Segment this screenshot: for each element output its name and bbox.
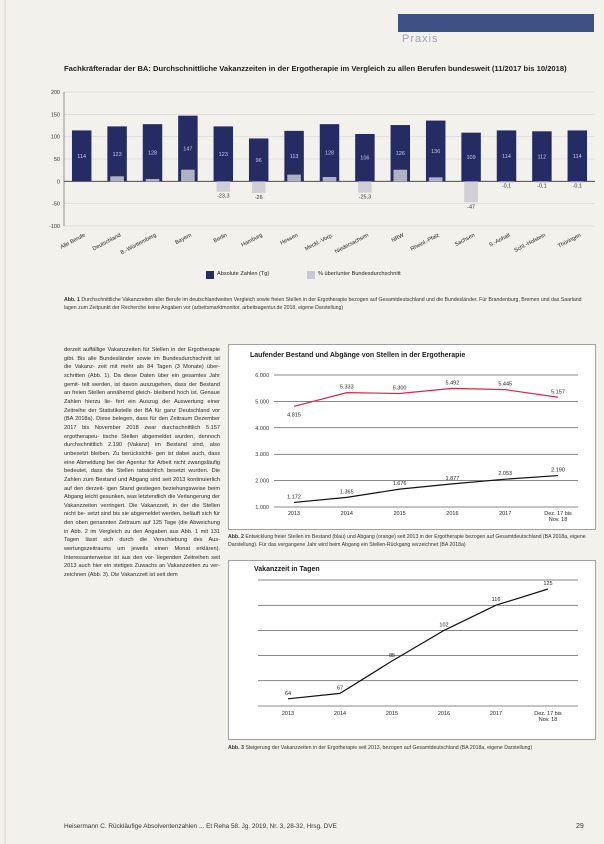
bar-value-label: 128 <box>147 150 158 157</box>
data-label: 116 <box>491 597 501 604</box>
data-label: 5.157 <box>551 389 565 396</box>
data-label: 4.815 <box>287 412 301 419</box>
data-label: 64 <box>284 690 292 697</box>
article-body-text: derzeit auffällige Vakanzzeiten für Stellen in der Ergotherapie gibt. Bis alle Bundesländer sowie im Bundesdurchschnitt ist die Vakanz- zeit mit mehr als 84 Tagen (3 Monate) über- schritten (Abb. 1). Da diese Daten über ein gesamtes Jahr gemit- telt werden, ist davon auszugehen, dass der Bestand an freien Stellen annähernd gleich- bleibend hoch ist. Genaue Zahlen hierzu lie- fert ein Auszug der Auswertung einer Zeitreihe der Statistikstelle der BA für ganz Deutschland vor (BA 2018a). Diese belegen, dass für den Zeitraum Dezember 2017 bis November 2018 zwar durchschnittlich 5.157 ergotherapeu- tische Stellen abgemeldet wurden, dennoch durchschnittlich 2.190 (Vakanz) im Bestand sind, also unbesetzt bleiben. Zu berücksichti- gen ist dabei auch, dass eine Abmeldung bei der Agentur für Arbeit nicht zwangsläufig bedeutet, dass die Stellen tatsächlich besetzt wurden. Die Zahlen zum Bestand und Abgang sind seit 2013 kontinuierlich auf den derzeit- igen Stand gestiegen beziehungsweise beim Abgang leicht gesunken, was letztendlich die Verlangerung der Vakanzzeiten verringert. Die Vakanzzeit, in der die Stellen nicht be- setzt sind bis sie abgemeldet werden, beläuft sich für den oben genannten Zeitraum auf 125 Tage (die Abweichung in Abb. 2 im Vergleich zu den Angaben aus Abb. 1 mit 131 Tagen lässt sich durch die Verschiebung des Aus- wertungszeitraums um jeweils einen Monat erklären). Interessanterweise ist aus den vor- liegenden Zeitreihen seit 2013 auch hier ein stetiges Zuwachs an Vakanzzeiten zu ver- zeichnen (Abb. 3). Die Vakanzzeit ist seit dem <box>64 347 220 579</box>
figure2-line-chart <box>228 344 596 530</box>
bar-value-label: 136 <box>431 148 441 155</box>
x-category-label: 2017 <box>499 511 512 517</box>
bar-value-label: 113 <box>289 154 299 161</box>
x-category-label: B.-Württemberg <box>119 232 158 257</box>
x-category-label: 2014 <box>340 511 353 517</box>
bar-value-label: 114 <box>77 153 87 160</box>
figure1-x-labels <box>60 232 583 256</box>
figure1-y-ticks <box>49 90 60 230</box>
data-label: 5.492 <box>445 380 460 387</box>
y-tick-label: -50 <box>52 201 60 208</box>
y-tick-label: 200 <box>50 90 60 96</box>
figure1-caption-text: Durchschnittliche Vakanzzeiten aller Berufe im deutschlandweiten Vergleich sowie freien Stellen in der Ergotherapie bezogen auf Gesamtdeutschland und die Bundesländer. Für Brandenburg, Bremen und das Saarland lagen zum Zeitpunkt der Recherche keine Angaben vor (arbeitsmarktmonitor. arbeitsagentur.de 2018, eigene Darstellung) <box>64 297 582 311</box>
data-label: 1.365 <box>339 489 354 496</box>
data-label: 1.172 <box>287 494 301 501</box>
bar-percent <box>358 181 372 192</box>
legend-swatch-absolute <box>206 271 214 279</box>
figure2-title: Laufender Bestand und Abgänge von Stellen in der Ergotherapie <box>250 352 466 359</box>
bar-percent-label: -0,1 <box>537 183 547 190</box>
page-footer-citation: Heisermann C. Rückläufige Absolventenzahlen ... Et Reha 58. Jg. 2019, Nr. 3, 28-32, Hrsg. DVE <box>64 823 337 830</box>
x-category-label: 2015 <box>393 511 406 517</box>
legend-label-absolute: Absolute Zahlen (Tg) <box>217 271 270 277</box>
data-label: 5.300 <box>392 385 407 392</box>
x-category-label: Hessen <box>279 232 300 247</box>
bar-percent-label: -47 <box>467 204 476 211</box>
bar-percent <box>393 170 407 182</box>
bar-value-label: 114 <box>572 153 582 160</box>
y-tick-label: 1.000 <box>255 505 269 511</box>
x-category-label: Nov. 18 <box>538 717 558 723</box>
x-category-label: Niedersachsen <box>334 232 370 256</box>
y-tick-label: 3.000 <box>255 452 269 459</box>
bar-percent-label: -26 <box>254 194 263 201</box>
figure3-caption <box>228 744 596 752</box>
bar-percent <box>287 175 301 182</box>
bar-value-label: 128 <box>324 150 335 157</box>
x-category-label: Meckl.-Vorp. <box>304 232 335 253</box>
data-label: 85 <box>388 653 396 659</box>
bar-percent-label: 26 <box>397 163 404 170</box>
y-tick-label: 0 <box>56 179 60 186</box>
bar-percent-label: -25,3 <box>358 194 372 201</box>
y-tick-label: 100 <box>50 134 60 141</box>
bar-percent-label: 26,1 <box>182 163 194 170</box>
bar-percent <box>464 181 478 202</box>
figure3-caption-text: Steigerung der Vakanzzeiten in der Ergotherapie seit 2013, bezogen auf Gesamtdeutschland (BA 2018a, eigene Darstellung) <box>245 745 533 751</box>
y-tick-label: 2.000 <box>255 478 269 485</box>
bar-percent <box>181 170 195 182</box>
legend-label-percent: % über/unter Bundesdurchschnitt <box>318 271 401 277</box>
bar-value-label: 112 <box>537 154 547 161</box>
x-category-label: Thüringen <box>557 232 583 250</box>
bar-percent-label: 5,3 <box>148 172 157 179</box>
x-category-label: Dez. 17 bis <box>534 711 562 717</box>
x-category-label: 2013 <box>281 711 295 717</box>
bar-value-label: 106 <box>360 155 370 162</box>
bar-percent-label: 9 <box>434 171 438 178</box>
y-tick-label: 6.000 <box>255 373 269 379</box>
x-category-label: 2016 <box>437 711 451 717</box>
x-category-label: Berlin <box>212 232 229 245</box>
x-category-label: Dez. 17 bis <box>544 511 572 517</box>
figure1-title: Fachkräfteradar der BA: Durchschnittliche Vakanzzeiten in der Ergotherapie im Vergleich zu allen Berufen bundesweit (11/2017 bis 10/2018) <box>64 64 567 73</box>
page-number: 29 <box>576 823 584 830</box>
y-tick-label: 4.000 <box>255 425 269 432</box>
data-label: 67 <box>336 685 344 692</box>
bar-percent <box>216 181 230 191</box>
figure1-caption <box>64 296 594 312</box>
y-tick-label: -100 <box>48 224 60 230</box>
figure1-caption-label: Abb. 1 <box>64 297 80 303</box>
section-label: Praxis <box>402 33 439 45</box>
figure2-caption-label: Abb. 2 <box>228 534 244 540</box>
figure3-title: Vakanzzeit in Tagen <box>254 566 320 573</box>
figure3-caption-label: Abb. 3 <box>228 745 244 751</box>
bar-percent <box>323 177 337 181</box>
x-category-label: Alle Berufe <box>59 232 87 251</box>
section-tab <box>398 14 594 32</box>
x-category-label: Deutschland <box>91 232 123 253</box>
y-tick-label: 50 <box>53 157 60 163</box>
data-label: 102 <box>439 622 449 629</box>
x-category-label: NRW <box>390 232 406 244</box>
data-label: 5.333 <box>339 384 354 391</box>
bar-percent <box>110 176 124 181</box>
x-category-label: Schl.-Holstein <box>513 232 547 254</box>
data-label: 2.053 <box>498 471 513 478</box>
bar-percent-label: 15 <box>291 168 298 175</box>
x-category-label: 2016 <box>446 511 459 517</box>
data-label: 125 <box>543 581 553 587</box>
bar-value-label: 109 <box>466 154 476 161</box>
x-category-label: Rheinl.-Pfalz <box>409 232 441 253</box>
bar-value-label: 126 <box>395 151 405 158</box>
x-category-label: Hamburg <box>240 232 264 249</box>
figure2-caption-text: Entwicklung freier Stellen im Bestand (blau) und Abgang (orange) seit 2013 in der Ergotherapie bezogen auf Gesamtdeutschland (BA 2018a, eigene Darstellung). Für das vergangene Jahr wird beim Abgang ein Stellen-Rückgang verzeichnet (BA 2018a) <box>228 534 586 548</box>
bar-percent-label: 11,3 <box>111 170 123 177</box>
x-category-label: 2017 <box>489 711 503 717</box>
bar-value-label: 123 <box>218 151 228 158</box>
bar-percent-label: 9,7 <box>325 171 334 178</box>
x-category-label: 2015 <box>385 711 399 717</box>
data-label: 1.877 <box>445 475 460 482</box>
figure2-caption <box>228 533 596 549</box>
bar-percent-label: -0,1 <box>572 183 583 190</box>
bar-percent-label: -23,3 <box>217 193 230 200</box>
page-spine <box>4 0 6 844</box>
bar-value-label: 123 <box>112 151 122 158</box>
x-category-label: 2014 <box>333 711 347 717</box>
figure1-bar-chart <box>40 88 600 283</box>
bar-value-label: 114 <box>502 153 511 160</box>
bar-value-label: 147 <box>183 146 193 153</box>
bar-percent-label: -0,1 <box>501 183 512 190</box>
figure3-line-chart <box>228 560 596 740</box>
x-category-label: 2013 <box>287 511 301 517</box>
x-category-label: Sachsen <box>453 232 477 248</box>
x-category-label: S.-Anhalt <box>488 232 512 249</box>
figure1-bars <box>72 116 587 211</box>
data-label: 5.445 <box>498 381 513 388</box>
bar-value-label: 96 <box>255 157 262 164</box>
y-tick-label: 150 <box>50 112 60 119</box>
data-label: 1.676 <box>392 481 407 488</box>
data-label: 2.190 <box>551 467 565 474</box>
legend-swatch-percent <box>307 271 315 279</box>
x-category-label: Nov. 18 <box>548 517 568 523</box>
y-tick-label: 5.000 <box>255 399 269 406</box>
bar-percent <box>252 181 266 193</box>
bar-percent <box>146 179 160 181</box>
bar-percent <box>429 177 443 181</box>
x-category-label: Bayern <box>174 232 193 247</box>
